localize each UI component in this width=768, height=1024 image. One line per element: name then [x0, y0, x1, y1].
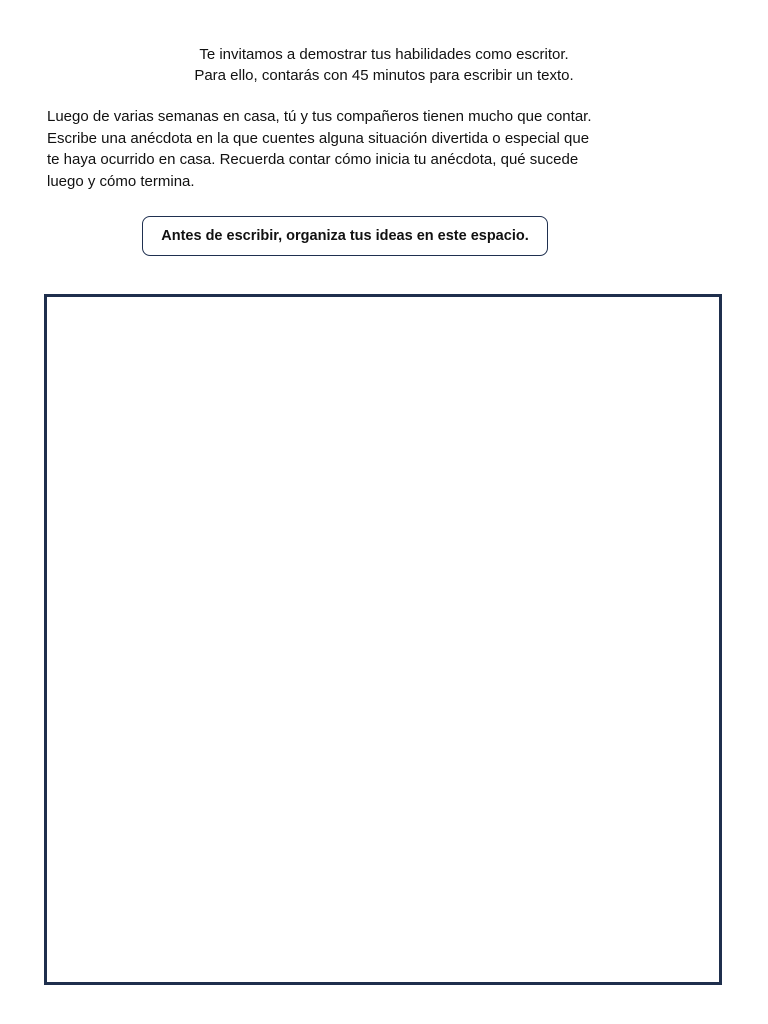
instruction-line-1: Luego de varias semanas en casa, tú y tus compañeros tienen mucho que contar.: [47, 108, 592, 125]
intro-text: [0, 44, 768, 86]
organize-ideas-callout: [142, 216, 548, 256]
idea-organizing-box[interactable]: [44, 294, 722, 985]
instruction-line-2: Escribe una anécdota en la que cuentes alguna situación divertida o especial que: [47, 129, 590, 147]
instruction-paragraph: [47, 106, 667, 192]
intro-line-1: Te invitamos a demostrar tus habilidades como escritor.: [199, 46, 569, 63]
intro-line-2: Para ello, contarás con 45 minutos para escribir un texto.: [194, 67, 574, 84]
instruction-line-3: te haya ocurrido en casa. Recuerda contar cómo inicia tu anécdota, qué sucede: [47, 151, 579, 168]
callout-text: Antes de escribir, organiza tus ideas en este espacio.: [161, 228, 529, 244]
instruction-line-4: luego y cómo termina.: [47, 172, 195, 190]
